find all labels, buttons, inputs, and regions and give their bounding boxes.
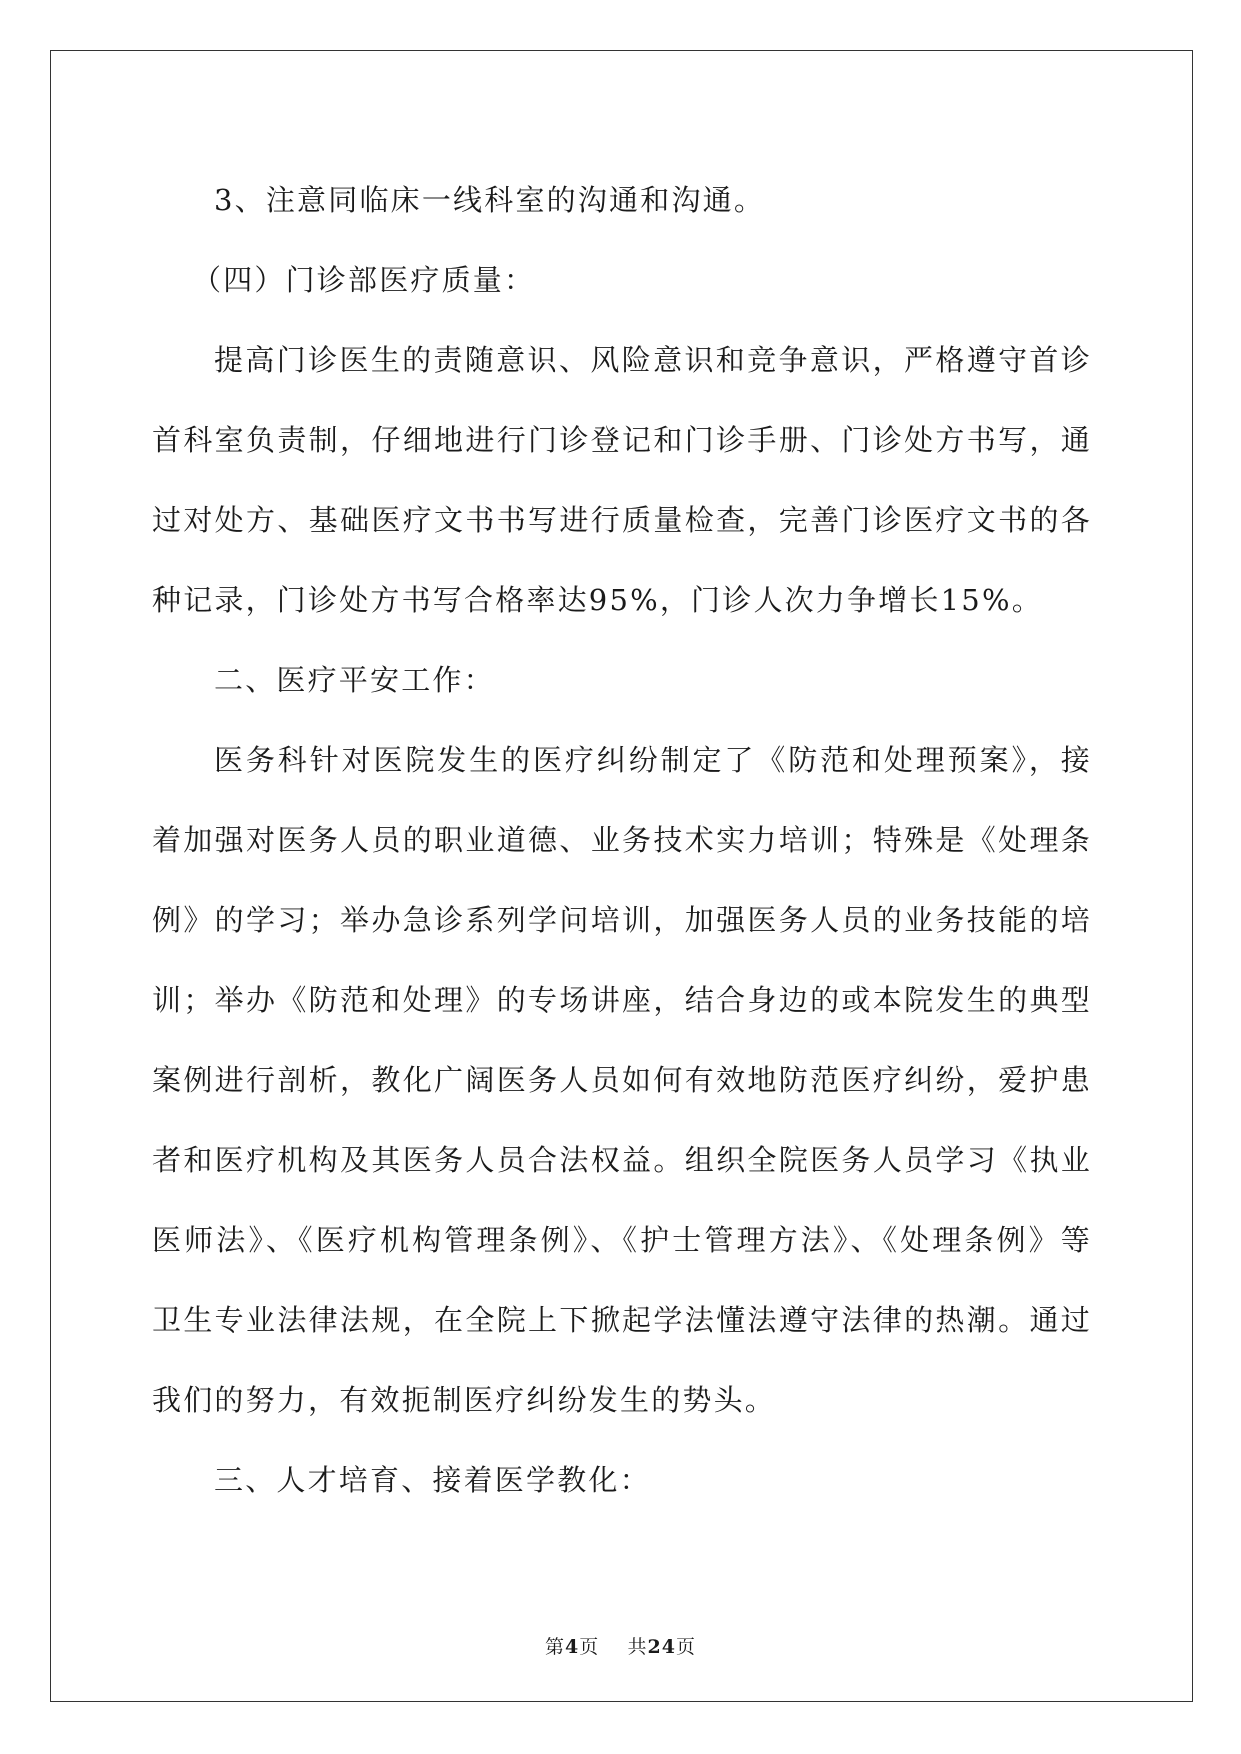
paragraph-outpatient-quality: 提高门诊医生的责随意识、风险意识和竞争意识，严格遵守首诊首科室负责制，仔细地进行门诊登记和门诊手册、门诊处方书写，通过对处方、基础医疗文书书写进行质量检查，完善门诊医疗文书的各种记录，门诊处方书写合格率达95%，门诊人次力争增长15%。: [152, 343, 1092, 617]
section-heading-talent-training: 三、人才培育、接着医学教化：: [214, 1463, 651, 1497]
section-heading-medical-safety: 二、医疗平安工作：: [214, 663, 495, 697]
footer-page-suffix: 页: [579, 1636, 600, 1658]
footer-total-pages: 24: [647, 1636, 676, 1658]
paragraph-item-3: 3、注意同临床一线科室的沟通和沟通。: [214, 183, 766, 217]
paragraph-medical-safety: 医务科针对医院发生的医疗纠纷制定了《防范和处理预案》，接着加强对医务人员的职业道德、业务技术实力培训；特殊是《处理条例》的学习；举办急诊系列学问培训，加强医务人员的业务技能的培训；举办《防范和处理》的专场讲座，结合身边的或本院发生的典型案例进行剖析，教化广阔医务人员如何有效地防范医疗纠纷，爱护患者和医疗机构及其医务人员合法权益。组织全院医务人员学习《执业医师法》、《医疗机构管理条例》、《护士管理方法》、《处理条例》等卫生专业法律法规，在全院上下掀起学法懂法遵守法律的热潮。通过我们的努力，有效扼制医疗纠纷发生的势头。: [152, 743, 1092, 1417]
footer-page-number: 4: [565, 1636, 580, 1658]
page-footer: [0, 1632, 1241, 1659]
section-heading-outpatient-quality: （四）门诊部医疗质量：: [192, 263, 536, 297]
footer-total-prefix: 共: [627, 1636, 648, 1658]
footer-total-suffix: 页: [675, 1636, 696, 1658]
document-body: [152, 160, 1092, 1520]
footer-prefix: 第: [545, 1636, 566, 1658]
